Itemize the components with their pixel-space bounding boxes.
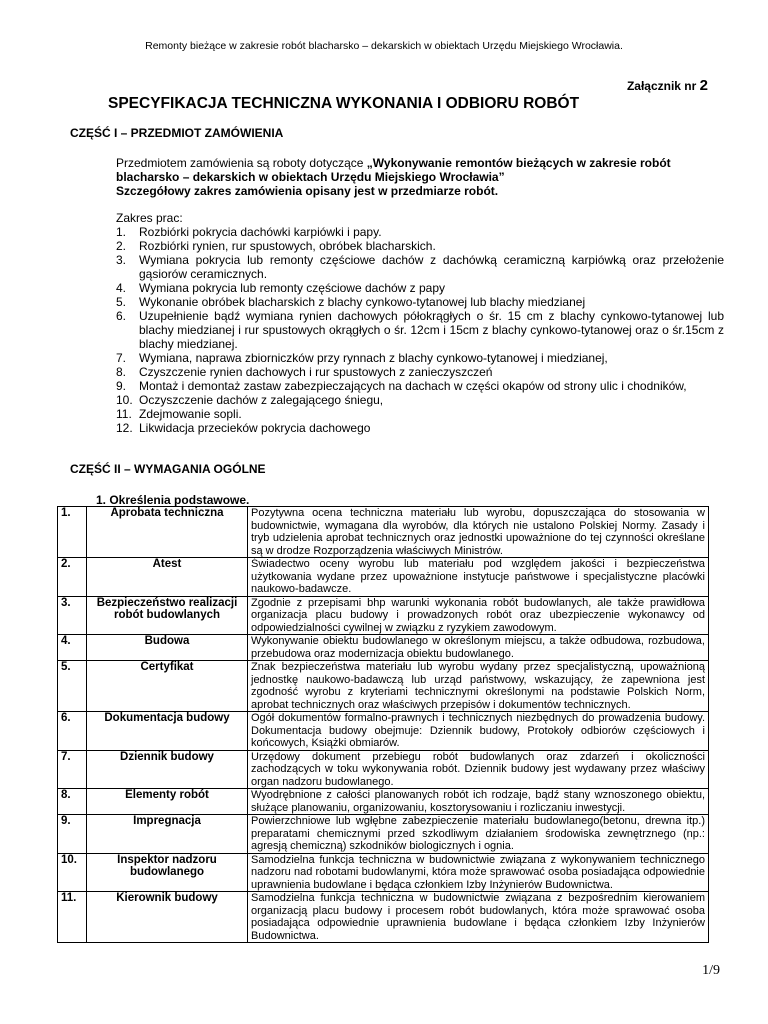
scope-item (116, 225, 724, 239)
intro-detail: Szczegółowy zakres zamówienia opisany jest w przedmiarze robót. (116, 184, 499, 198)
def-text: Samodzielna funkcja techniczna w budownictwie związana z bezpośrednim kierowaniem organizacją placu budowy i procesem robót budowlanych, która może sprawować osoba posiadająca odpowiednie uprawnienia budowlane i będąca członkiem Izby Inżynierów Budownictwa. (248, 892, 709, 943)
def-text: Świadectwo oceny wyrobu lub materiału pod względem jakości i bezpieczeństwa użytkowania wydane przez upoważnione instytucje państwowe i specjalistyczne placówki naukowo-badawcze. (248, 558, 709, 597)
def-term: Dokumentacja budowy (87, 712, 248, 751)
table-row (58, 558, 709, 597)
def-text: Wykonywanie obiektu budowlanego w określonym miejscu, a także odbudowa, rozbudowa, przebudowa oraz modernizacja obiektu budowlanego. (248, 635, 709, 661)
def-term: Dziennik budowy (87, 750, 248, 789)
table-row (58, 712, 709, 751)
scope-item-number: 2. (116, 239, 127, 253)
def-number: 2. (58, 558, 87, 597)
def-number: 1. (58, 507, 87, 558)
scope-item (116, 281, 724, 295)
scope-item-number: 10. (116, 393, 133, 407)
scope-item (116, 393, 724, 407)
def-term: Bezpieczeństwo realizacji robót budowlanych (87, 596, 248, 635)
scope-item-number: 11. (116, 407, 132, 421)
table-row (58, 853, 709, 892)
scope-item-text: Rozbiórki rynien, rur spustowych, obróbek blacharskich. (139, 239, 436, 253)
scope-item-text: Montaż i demontaż zastaw zabezpieczających na dachach w części okapów od strony ulic i chodników, (139, 379, 687, 393)
scope-item (116, 379, 724, 393)
scope-item (116, 351, 724, 365)
table-row (58, 789, 709, 815)
def-text: Wyodrębnione z całości planowanych robót ich rodzaje, bądź stany wznoszonego obiektu, służące planowaniu, organizowaniu, kosztorysowaniu i rozliczaniu inwestycji. (248, 789, 709, 815)
scope-item-text: Rozbiórki pokrycia dachówki karpiówki i papy. (139, 225, 382, 239)
scope-item-number: 9. (116, 379, 127, 393)
scope-item-number: 6. (116, 309, 127, 323)
table-row (58, 661, 709, 712)
table-row (58, 750, 709, 789)
definitions-table (57, 506, 709, 943)
def-text: Samodzielna funkcja techniczna w budownictwie związana z wykonywaniem technicznego nadzoru nad robotami budowlanymi, która może sprawować osoba posiadająca odpowiednie uprawnienia budowlane i będąca członkiem Izby Inżynierów Budownictwa. (248, 853, 709, 892)
def-number: 6. (58, 712, 87, 751)
scope-item (116, 365, 724, 379)
part2-heading: CZĘŚĆ II – WYMAGANIA OGÓLNE (70, 462, 266, 476)
def-text: Znak bezpieczeństwa materiału lub wyrobu wydany przez specjalistyczną, upoważnioną jednostkę naukowo-badawczą lub urząd państwowy, wskazujący, że zapewniona jest zgodność wyrobu z kryteriami technicznymi określonymi na podstawie Polskich Norm, aprobat technicznych oraz właściwych przepisów i dokumentów technicznych. (248, 661, 709, 712)
def-text: Zgodnie z przepisami bhp warunki wykonania robót budowlanych, ale także prawidłowa organizacja placu budowy i prowadzonych robót oraz ubezpieczenie wykonawcy od odpowiedzialności cywilnej w związku z ryzykiem zawodowym. (248, 596, 709, 635)
running-header: Remonty bieżące w zakresie robót blacharsko – dekarskich w obiektach Urzędu Miejskiego Wrocławia. (145, 40, 623, 52)
scope-item-number: 7. (116, 351, 127, 365)
def-term: Budowa (87, 635, 248, 661)
def-number: 8. (58, 789, 87, 815)
intro-bold: „Wykonywanie remontów bieżących w zakresie robót blacharsko – dekarskich w obiektach Urzędu Miejskiego Wrocławia” (116, 156, 671, 184)
annex-label (627, 77, 708, 94)
scope-item-text: Uzupełnienie bądź wymiana rynien dachowych półokrągłych o śr. 15 cm z blachy cynkowo-tytanowej lub blachy miedzianej i rur spustowych okrągłych o śr. 12cm i 15cm z blachy cynkowo-tytanowej oraz o śr.15cm z blachy miedzianej. (139, 309, 724, 351)
scope-list (116, 225, 724, 435)
def-term: Inspektor nadzoru budowlanego (87, 853, 248, 892)
scope-item-number: 8. (116, 365, 127, 379)
annex-number: 2 (699, 77, 708, 94)
scope-item-text: Oczyszczenie dachów z zalegającego śniegu, (139, 393, 384, 407)
def-number: 10. (58, 853, 87, 892)
scope-item-number: 12. (116, 421, 133, 435)
table-row (58, 815, 709, 854)
table-row (58, 507, 709, 558)
def-number: 4. (58, 635, 87, 661)
scope-item-number: 1. (116, 225, 127, 239)
def-number: 9. (58, 815, 87, 854)
scope-item-text: Wymiana pokrycia lub remonty częściowe dachów z dachówką ceramiczną karpiówką oraz przełożenie gąsiorów ceramicznych. (139, 253, 724, 281)
def-number: 3. (58, 596, 87, 635)
def-term: Elementy robót (87, 789, 248, 815)
document-title: SPECYFIKACJA TECHNICZNA WYKONANIA I ODBIORU ROBÓT (108, 95, 580, 112)
scope-item-number: 5. (116, 295, 127, 309)
def-term: Kierownik budowy (87, 892, 248, 943)
part1-intro (116, 156, 726, 198)
def-text: Pozytywna ocena techniczna materiału lub wyrobu, dopuszczająca do stosowania w budownictwie, wymagana dla wyrobów, dla których nie ustalono Polskiej Normy. Zasady i tryb udzielenia aprobat technicznych oraz jednostki upoważnione do tej czynności określane są w drodze Rozporządzenia właściwych Ministrów. (248, 507, 709, 558)
def-term: Impregnacja (87, 815, 248, 854)
def-text: Ogół dokumentów formalno-prawnych i technicznych niezbędnych do prowadzenia budowy. Dokumentacja budowy obejmuje: Dziennik budowy, Protokoły odbiorów częściowych i końcowych, Książki obmiarów. (248, 712, 709, 751)
scope-item-text: Wymiana, naprawa zbiorniczków przy rynnach z blachy cynkowo-tytanowej i miedzianej, (139, 351, 608, 365)
scope-item-text: Czyszczenie rynien dachowych i rur spustowych z zanieczyszczeń (139, 365, 493, 379)
part1-heading: CZĘŚĆ I – PRZEDMIOT ZAMÓWIENIA (70, 126, 284, 140)
definitions-subheading: 1. Określenia podstawowe. (96, 493, 250, 507)
scope-item-text: Likwidacja przecieków pokrycia dachowego (139, 421, 371, 435)
scope-item (116, 295, 724, 309)
def-term: Aprobata techniczna (87, 507, 248, 558)
intro-plain: Przedmiotem zamówienia są roboty dotyczące (116, 156, 367, 170)
table-row (58, 635, 709, 661)
def-text: Powierzchniowe lub wgłębne zabezpieczenie materiału budowlanego(betonu, drewna itp.) preparatami chemicznymi przed szkodliwym działaniem środowiska zewnętrznego (np.: agresją chemiczną) szkodników biologicznych i ognia. (248, 815, 709, 854)
def-text: Urzędowy dokument przebiegu robót budowlanych oraz zdarzeń i okoliczności zachodzących w toku wykonywania robót. Dziennik budowy jest wydawany przez właściwy organ nadzoru budowlanego. (248, 750, 709, 789)
scope-item-text: Zdejmowanie sopli. (139, 407, 242, 421)
def-term: Certyfikat (87, 661, 248, 712)
annex-label-text: Załącznik nr (626, 79, 697, 93)
def-term: Atest (87, 558, 248, 597)
table-row (58, 892, 709, 943)
table-row (58, 596, 709, 635)
scope-item-number: 3. (116, 253, 127, 267)
scope-item (116, 309, 724, 351)
def-number: 7. (58, 750, 87, 789)
page-number: 1/9 (702, 963, 720, 978)
scope-item-text: Wymiana pokrycia lub remonty częściowe dachów z papy (139, 281, 446, 295)
scope-item-text: Wykonanie obróbek blacharskich z blachy cynkowo-tytanowej lub blachy miedzianej (139, 295, 586, 309)
scope-item (116, 421, 724, 435)
scope-item (116, 407, 724, 421)
def-number: 11. (58, 892, 87, 943)
scope-label: Zakres prac: (116, 211, 183, 225)
scope-item-number: 4. (116, 281, 127, 295)
scope-item (116, 253, 724, 281)
scope-item (116, 239, 724, 253)
def-number: 5. (58, 661, 87, 712)
